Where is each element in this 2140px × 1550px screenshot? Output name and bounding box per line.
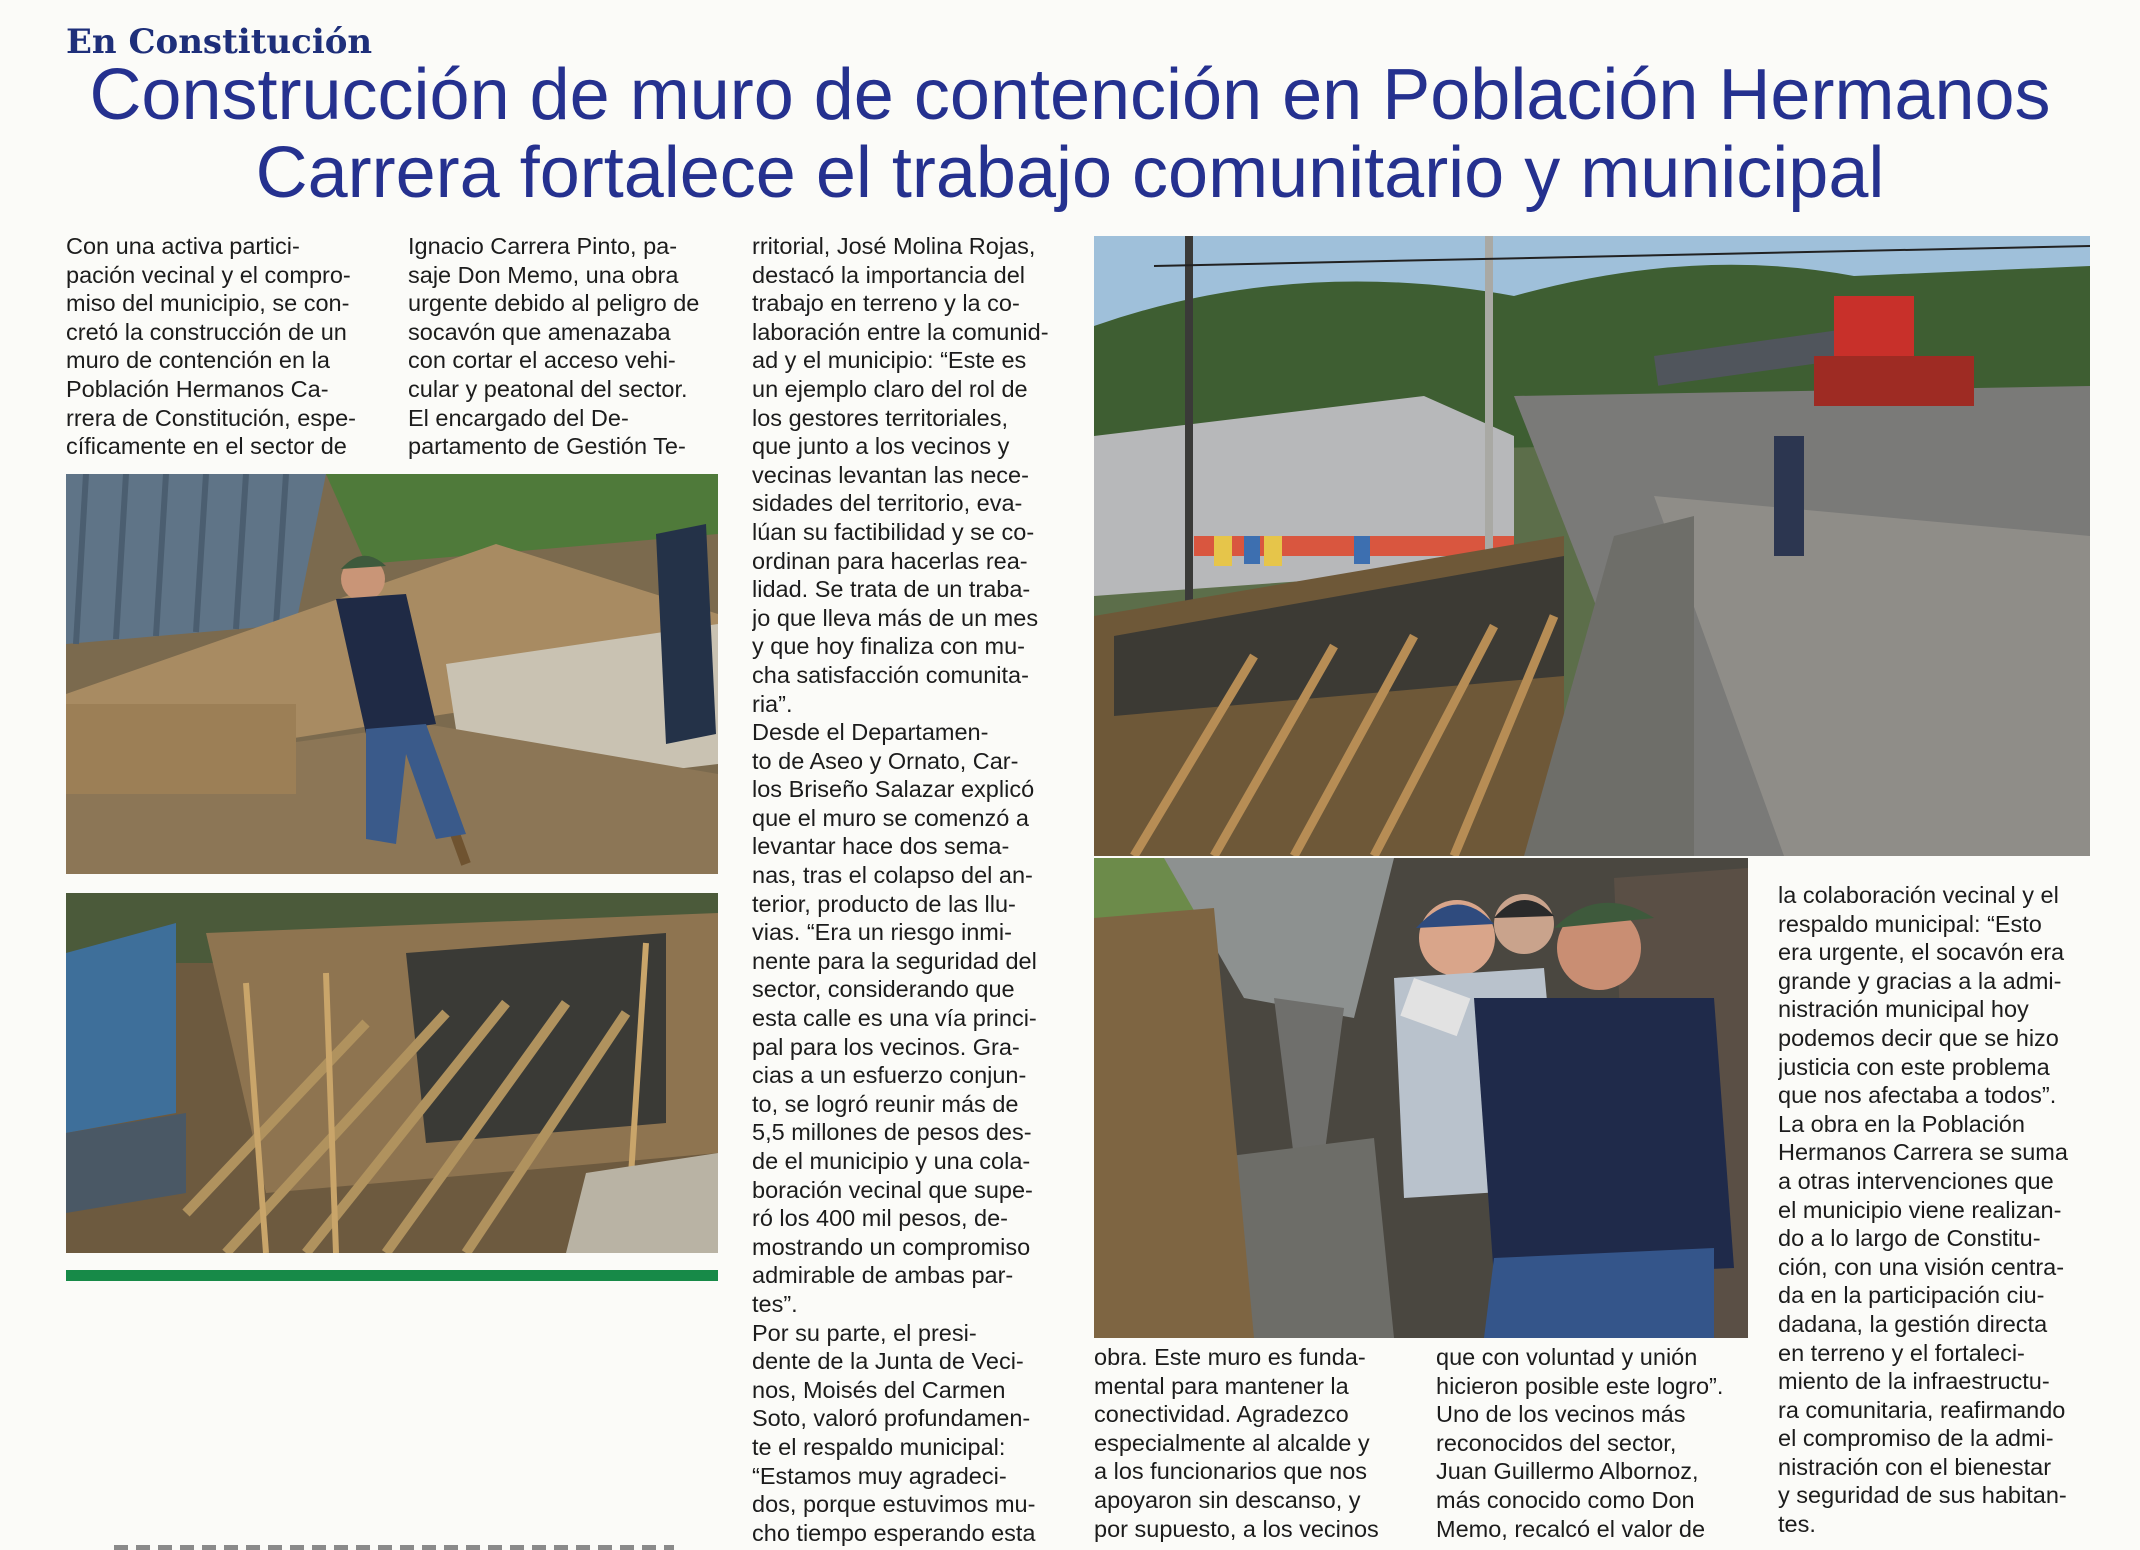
photo-workers-pouring-concrete [1094,858,1748,1338]
section-divider-rule [66,1270,718,1281]
photo-formwork-struts [66,893,718,1253]
headline: Construcción de muro de contención en Población Hermanos Carrera fortalece el trabajo comunitario y municipal [89,55,2051,213]
section-kicker: En Constitución [66,22,373,62]
body-column-6: la colaboración vecinal y el respaldo municipal: “Esto era urgente, el socavón era grande y gracias a la admi- nistración municipal hoy podemos decir que se hizo justicia con este problema que nos afectaba a todos”. La obra en la Población Hermanos Carrera se suma a otras intervenciones que el municipio viene realizan- do a lo largo de Constitu- ción, con una visión centra- da en la participación ciu- dadana, la gestión directa en terreno y el fortaleci- miento de la infraestructu- ra comunitaria, reafirmando el compromiso de la admi- nistración con el bienestar y seguridad de sus habitan- tes. [1778,882,2068,1538]
body-column-1: Con una activa partici- pación vecinal y el compro- miso del municipio, se con- cretó la construcción de un muro de contención en la Población Hermanos Ca- rrera de Constitución, espe- cíficamente en el sector de [66,233,356,460]
photo-worker-formwork [66,474,718,874]
body-column-2: Ignacio Carrera Pinto, pa- saje Don Memo, una obra urgente debido al peligro de socavón que amenazaba con cortar el acceso vehi- cular y peatonal del sector. El encargado del De- partamento de Gestión Te- [408,233,700,460]
cut-off-text-line [114,1545,674,1550]
body-column-4: obra. Este muro es funda- mental para mantener la conectividad. Agradezco especialmente al alcalde y a los funcionarios que nos apoyaron sin descanso, y por supuesto, a los vecinos [1094,1344,1379,1542]
body-column-3: rritorial, José Molina Rojas, destacó la importancia del trabajo en terreno y la co- laboración entre la comunid- ad y el municipio: “Este es un ejemplo claro del rol de los gestores territoriales, que junto a los vecinos y vecinas levantan las nece- sidades del territorio, eva- lúan su factibilidad y se co- ordinan para hacerlas rea- lidad. Se trata de un traba- jo que lleva más de un mes y que hoy finaliza con mu- cha satisfacción comunita- ria”. Desde el Departamen- to de Aseo y Ornato, Car- los Briseño Salazar explicó que el muro se comenzó a levantar hace dos sema- nas, tras el colapso del an- terior, producto de las llu- vias. “Era un riesgo inmi- nente para la seguridad del sector, considerando que esta calle es una vía princi- pal para los vecinos. Gra- cias a un esfuerzo conjun- to, se logró reunir más de 5,5 millones de pesos des- de el municipio y una cola- boración vecinal que supe- ró los 400 mil pesos, de- mostrando un compromiso admirable de ambas par- tes”. Por su parte, el presi- dente de la Junta de Veci- nos, Moisés del Carmen Soto, valoró profundamen- te el respaldo municipal: “Estamos muy agradeci- dos, porque estuvimos mu- cho tiempo esperando esta [752,233,1049,1546]
body-column-5: que con voluntad y unión hicieron posible este logro”. Uno de los vecinos más reconocidos del sector, Juan Guillermo Albornoz, más conocido como Don Memo, recalcó el valor de [1436,1344,1724,1542]
photo-street-pump-truck [1094,236,2090,856]
